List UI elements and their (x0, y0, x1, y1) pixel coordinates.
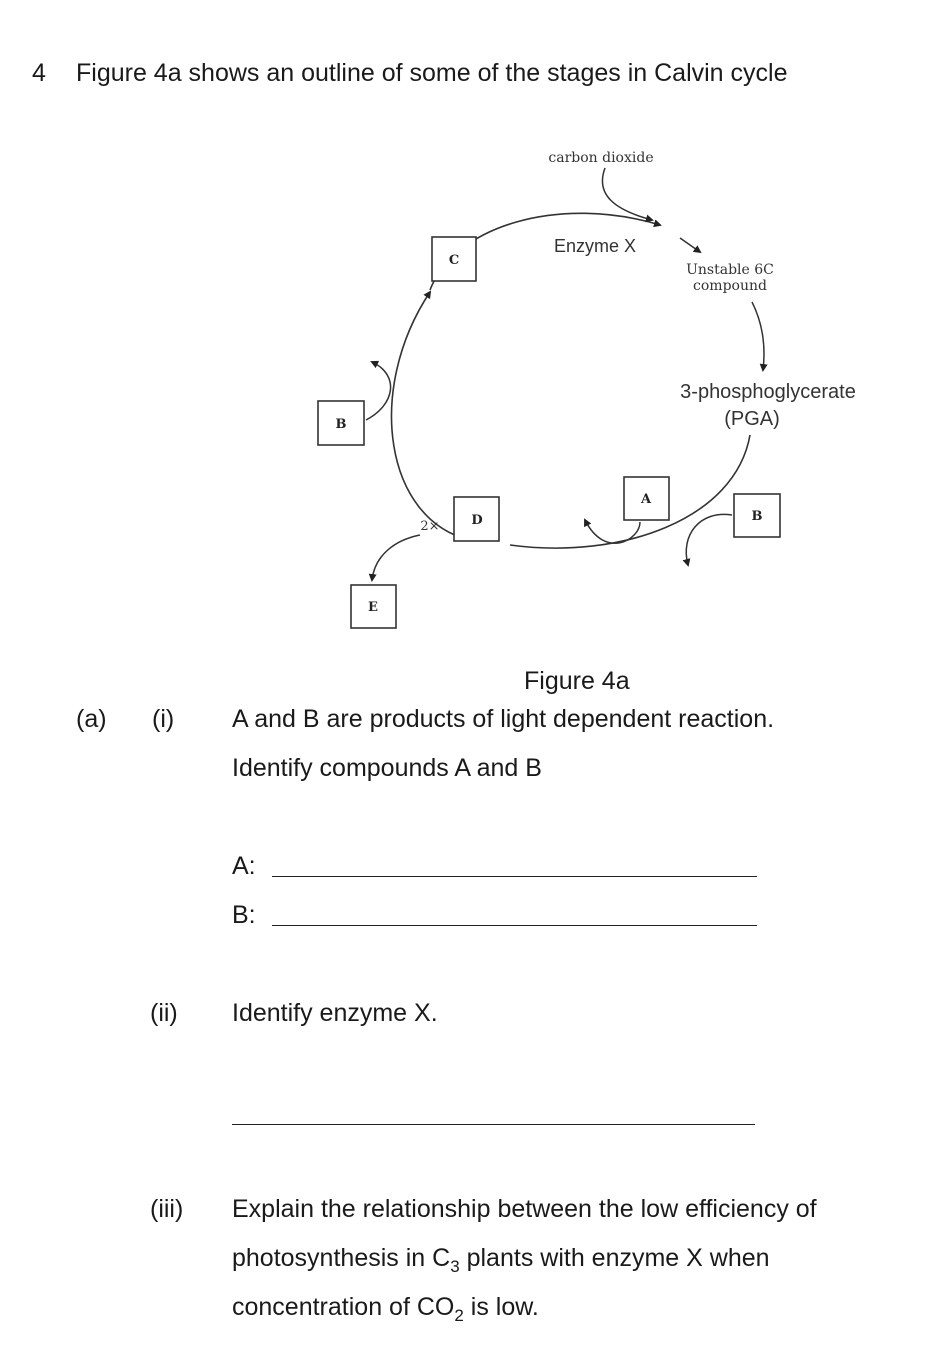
co2-arrow (602, 168, 652, 220)
line3-post: is low. (463, 1293, 539, 1321)
to-pga-arrow (752, 302, 764, 370)
part-a-i-label: (i) (152, 705, 175, 733)
box-a-label: A (640, 492, 652, 507)
part-a-i-line2: Identify compounds A and B (232, 754, 542, 782)
pga-label-2: (PGA) (724, 408, 780, 430)
unstable-label-2: compound (693, 278, 767, 294)
box-b-right-label: B (751, 509, 763, 524)
answer-b-label: B: (232, 901, 256, 929)
box-b-left-label: B (335, 417, 347, 432)
b-left-output-arrow (366, 362, 391, 420)
enzyme-x-label: Enzyme X (553, 236, 637, 256)
question-stem: Figure 4a shows an outline of some of the stages in Calvin cycle (76, 59, 788, 87)
b-right-input-arrow (686, 514, 732, 565)
co2-subscript: 2 (454, 1306, 464, 1325)
a-input-arrow (585, 520, 640, 543)
part-a-iii-line2 (232, 1243, 770, 1282)
line2-post: plants with enzyme X when (459, 1244, 770, 1272)
answer-a-line[interactable] (272, 876, 757, 877)
box-c-label: C (448, 253, 460, 268)
answer-ii-line[interactable] (232, 1124, 755, 1125)
line2-pre: photosynthesis in C (232, 1244, 451, 1272)
figure-caption: Figure 4a (524, 667, 630, 695)
part-a-ii-label: (ii) (150, 999, 178, 1027)
part-a-iii-line3 (232, 1292, 539, 1331)
part-a-label: (a) (76, 705, 107, 733)
c3-subscript: 3 (450, 1257, 460, 1276)
answer-b-line[interactable] (272, 925, 757, 926)
answer-a-label: A: (232, 852, 256, 880)
two-x-label: 2× (420, 519, 440, 534)
part-a-ii-text: Identify enzyme X. (232, 999, 438, 1027)
line3-pre: concentration of CO (232, 1293, 455, 1321)
d-to-e-arrow (372, 535, 420, 580)
carbon-dioxide-label: carbon dioxide (548, 150, 654, 166)
part-a-i-line1: A and B are products of light dependent reaction. (232, 705, 775, 733)
pga-label-1: 3-phosphoglycerate (680, 381, 856, 403)
unstable-label-1: Unstable 6C (686, 262, 774, 278)
part-a-iii-label: (iii) (150, 1195, 184, 1223)
box-e-label: E (368, 600, 378, 615)
question-number: 4 (32, 59, 46, 87)
box-d-label: D (471, 513, 483, 528)
to-unstable-arrow (680, 238, 700, 252)
part-a-iii-line1: Explain the relationship between the low efficiency of (232, 1195, 817, 1223)
